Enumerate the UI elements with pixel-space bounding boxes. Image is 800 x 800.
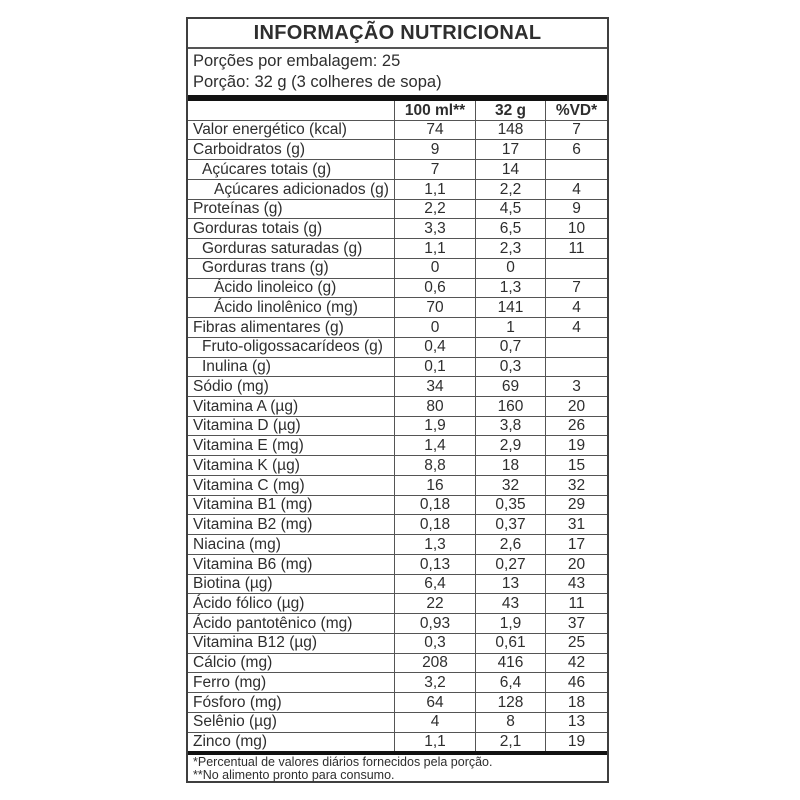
value-per-32g: 1	[475, 318, 545, 337]
table-row	[188, 633, 607, 653]
table-row	[188, 653, 607, 673]
value-vd-percent: 18	[545, 693, 607, 712]
value-per-100ml: 16	[394, 476, 475, 495]
nutrient-label: Vitamina A (µg)	[193, 397, 299, 415]
value-vd-percent: 11	[545, 239, 607, 258]
value-per-100ml: 0,93	[394, 614, 475, 633]
value-per-32g: 0,7	[475, 338, 545, 357]
table-row	[188, 199, 607, 219]
table-row	[188, 258, 607, 278]
table-header-row	[188, 101, 607, 120]
table-row	[188, 179, 607, 199]
value-vd-percent	[545, 160, 607, 179]
value-per-100ml: 208	[394, 654, 475, 673]
value-per-100ml: 1,9	[394, 417, 475, 436]
table-row	[188, 435, 607, 455]
value-per-100ml: 4	[394, 713, 475, 732]
value-per-100ml: 7	[394, 160, 475, 179]
table-row	[188, 120, 607, 140]
value-per-32g: 148	[475, 121, 545, 140]
value-per-32g: 2,6	[475, 535, 545, 554]
value-per-100ml: 74	[394, 121, 475, 140]
table-row	[188, 732, 607, 752]
nutrient-label: Biotina (µg)	[193, 575, 273, 593]
value-per-100ml: 0	[394, 318, 475, 337]
value-per-100ml: 6,4	[394, 575, 475, 594]
label-title: INFORMAÇÃO NUTRICIONAL	[188, 19, 607, 49]
table-row	[188, 534, 607, 554]
value-per-100ml: 0,3	[394, 634, 475, 653]
value-vd-percent	[545, 259, 607, 278]
value-per-100ml: 0	[394, 259, 475, 278]
nutrient-label: Carboidratos (g)	[193, 141, 305, 159]
value-per-32g: 2,2	[475, 180, 545, 199]
table-row	[188, 337, 607, 357]
value-per-32g: 1,3	[475, 279, 545, 298]
nutrient-label: Vitamina K (µg)	[193, 456, 300, 474]
table-row	[188, 495, 607, 515]
value-per-100ml: 1,1	[394, 239, 475, 258]
value-vd-percent: 10	[545, 219, 607, 238]
table-row	[188, 554, 607, 574]
nutrient-label: Niacina (mg)	[193, 535, 281, 553]
nutrient-label: Fósforo (mg)	[193, 693, 282, 711]
table-row	[188, 475, 607, 495]
value-per-32g: 416	[475, 654, 545, 673]
nutrient-label: Ácido linoleico (g)	[214, 279, 337, 297]
nutrient-label: Ácido fólico (µg)	[193, 594, 305, 612]
table-row	[188, 455, 607, 475]
value-vd-percent: 46	[545, 673, 607, 692]
footnote-vd: *Percentual de valores diários fornecidos pela porção.	[193, 755, 493, 769]
value-per-32g: 1,9	[475, 614, 545, 633]
nutrient-label: Gorduras totais (g)	[193, 220, 323, 238]
value-vd-percent: 9	[545, 200, 607, 219]
table-row	[188, 574, 607, 594]
table-row	[188, 357, 607, 377]
table-row	[188, 613, 607, 633]
header-100ml-column: 100 ml**	[394, 101, 475, 120]
value-vd-percent: 4	[545, 318, 607, 337]
value-vd-percent: 7	[545, 279, 607, 298]
value-vd-percent: 6	[545, 140, 607, 159]
table-row	[188, 159, 607, 179]
value-per-100ml: 22	[394, 594, 475, 613]
nutrition-table	[188, 101, 607, 751]
value-per-100ml: 3,3	[394, 219, 475, 238]
value-per-32g: 4,5	[475, 200, 545, 219]
nutrient-label: Açúcares totais (g)	[202, 160, 332, 178]
value-per-32g: 43	[475, 594, 545, 613]
value-per-100ml: 80	[394, 397, 475, 416]
value-vd-percent: 31	[545, 515, 607, 534]
nutrient-label: Vitamina E (mg)	[193, 437, 304, 455]
nutrient-label: Proteínas (g)	[193, 200, 283, 218]
value-vd-percent: 4	[545, 180, 607, 199]
value-vd-percent: 17	[545, 535, 607, 554]
table-row	[188, 218, 607, 238]
nutrient-label: Gorduras saturadas (g)	[202, 239, 363, 257]
value-vd-percent: 11	[545, 594, 607, 613]
nutrient-label: Inulina (g)	[202, 358, 271, 376]
value-vd-percent: 32	[545, 476, 607, 495]
value-per-32g: 0,3	[475, 358, 545, 377]
value-per-100ml: 0,18	[394, 496, 475, 515]
value-vd-percent: 3	[545, 377, 607, 396]
value-per-100ml: 0,4	[394, 338, 475, 357]
value-per-32g: 0	[475, 259, 545, 278]
nutrient-label: Gorduras trans (g)	[202, 259, 329, 277]
value-per-32g: 0,61	[475, 634, 545, 653]
value-per-32g: 0,27	[475, 555, 545, 574]
value-per-100ml: 9	[394, 140, 475, 159]
nutrient-label: Valor energético (kcal)	[193, 121, 347, 139]
value-per-100ml: 2,2	[394, 200, 475, 219]
table-row	[188, 672, 607, 692]
value-per-100ml: 1,3	[394, 535, 475, 554]
value-per-32g: 13	[475, 575, 545, 594]
value-per-100ml: 34	[394, 377, 475, 396]
value-per-100ml: 3,2	[394, 673, 475, 692]
value-per-32g: 6,4	[475, 673, 545, 692]
value-per-32g: 14	[475, 160, 545, 179]
nutrient-label: Vitamina C (mg)	[193, 476, 305, 494]
footnote-prepared: **No alimento pronto para consumo.	[193, 767, 395, 782]
nutrient-label: Ferro (mg)	[193, 673, 267, 691]
header-vd-column: %VD*	[545, 101, 607, 120]
nutrient-label: Açúcares adicionados (g)	[214, 180, 389, 198]
value-vd-percent: 4	[545, 298, 607, 317]
value-per-32g: 0,35	[475, 496, 545, 515]
value-per-32g: 17	[475, 140, 545, 159]
value-per-100ml: 1,1	[394, 180, 475, 199]
value-per-100ml: 70	[394, 298, 475, 317]
table-row	[188, 514, 607, 534]
table-row	[188, 712, 607, 732]
nutrient-label: Sódio (mg)	[193, 377, 269, 395]
table-row	[188, 139, 607, 159]
nutrient-label: Vitamina B6 (mg)	[193, 555, 313, 573]
nutrient-label: Vitamina B12 (µg)	[193, 634, 318, 652]
value-per-32g: 32	[475, 476, 545, 495]
value-per-32g: 6,5	[475, 219, 545, 238]
nutrient-label: Selênio (µg)	[193, 713, 277, 731]
value-per-32g: 8	[475, 713, 545, 732]
table-row	[188, 692, 607, 712]
nutrient-label: Vitamina B1 (mg)	[193, 496, 313, 514]
nutrient-label: Vitamina B2 (mg)	[193, 516, 313, 534]
serving-size: Porção: 32 g (3 colheres de sopa)	[193, 73, 442, 91]
value-vd-percent: 42	[545, 654, 607, 673]
value-vd-percent: 29	[545, 496, 607, 515]
value-per-32g: 0,37	[475, 515, 545, 534]
header-32g-column: 32 g	[475, 101, 545, 120]
value-vd-percent: 7	[545, 121, 607, 140]
value-vd-percent	[545, 358, 607, 377]
value-vd-percent	[545, 338, 607, 357]
value-vd-percent: 13	[545, 713, 607, 732]
value-per-32g: 128	[475, 693, 545, 712]
value-vd-percent: 19	[545, 733, 607, 752]
value-per-32g: 2,9	[475, 436, 545, 455]
nutrient-label: Ácido pantotênico (mg)	[193, 614, 353, 632]
value-vd-percent: 15	[545, 456, 607, 475]
nutrient-label: Vitamina D (µg)	[193, 417, 301, 435]
value-per-100ml: 0,1	[394, 358, 475, 377]
servings-per-package: Porções por embalagem: 25	[193, 52, 401, 70]
value-per-100ml: 1,1	[394, 733, 475, 752]
value-per-32g: 2,3	[475, 239, 545, 258]
value-vd-percent: 43	[545, 575, 607, 594]
table-row	[188, 278, 607, 298]
value-per-32g: 18	[475, 456, 545, 475]
value-per-100ml: 0,13	[394, 555, 475, 574]
value-vd-percent: 20	[545, 397, 607, 416]
value-per-100ml: 0,18	[394, 515, 475, 534]
table-row	[188, 416, 607, 436]
serving-info	[188, 49, 607, 95]
nutrient-label: Fruto-oligossacarídeos (g)	[202, 338, 383, 356]
nutrient-label: Zinco (mg)	[193, 733, 268, 751]
table-row	[188, 238, 607, 258]
value-vd-percent: 37	[545, 614, 607, 633]
value-per-100ml: 64	[394, 693, 475, 712]
nutrient-label: Ácido linolênico (mg)	[214, 298, 358, 316]
value-per-32g: 141	[475, 298, 545, 317]
value-per-100ml: 1,4	[394, 436, 475, 455]
nutrient-label: Fibras alimentares (g)	[193, 318, 344, 336]
table-row	[188, 376, 607, 396]
table-row	[188, 396, 607, 416]
value-per-32g: 2,1	[475, 733, 545, 752]
table-row	[188, 317, 607, 337]
value-vd-percent: 25	[545, 634, 607, 653]
nutrient-label: Cálcio (mg)	[193, 654, 273, 672]
value-per-32g: 3,8	[475, 417, 545, 436]
nutrition-label-panel	[186, 17, 609, 783]
value-vd-percent: 19	[545, 436, 607, 455]
value-per-32g: 160	[475, 397, 545, 416]
value-per-32g: 69	[475, 377, 545, 396]
table-row	[188, 593, 607, 613]
header-nutrient-column	[188, 101, 394, 120]
value-per-100ml: 8,8	[394, 456, 475, 475]
table-row	[188, 297, 607, 317]
value-vd-percent: 26	[545, 417, 607, 436]
value-vd-percent: 20	[545, 555, 607, 574]
value-per-100ml: 0,6	[394, 279, 475, 298]
footnotes	[188, 755, 607, 781]
